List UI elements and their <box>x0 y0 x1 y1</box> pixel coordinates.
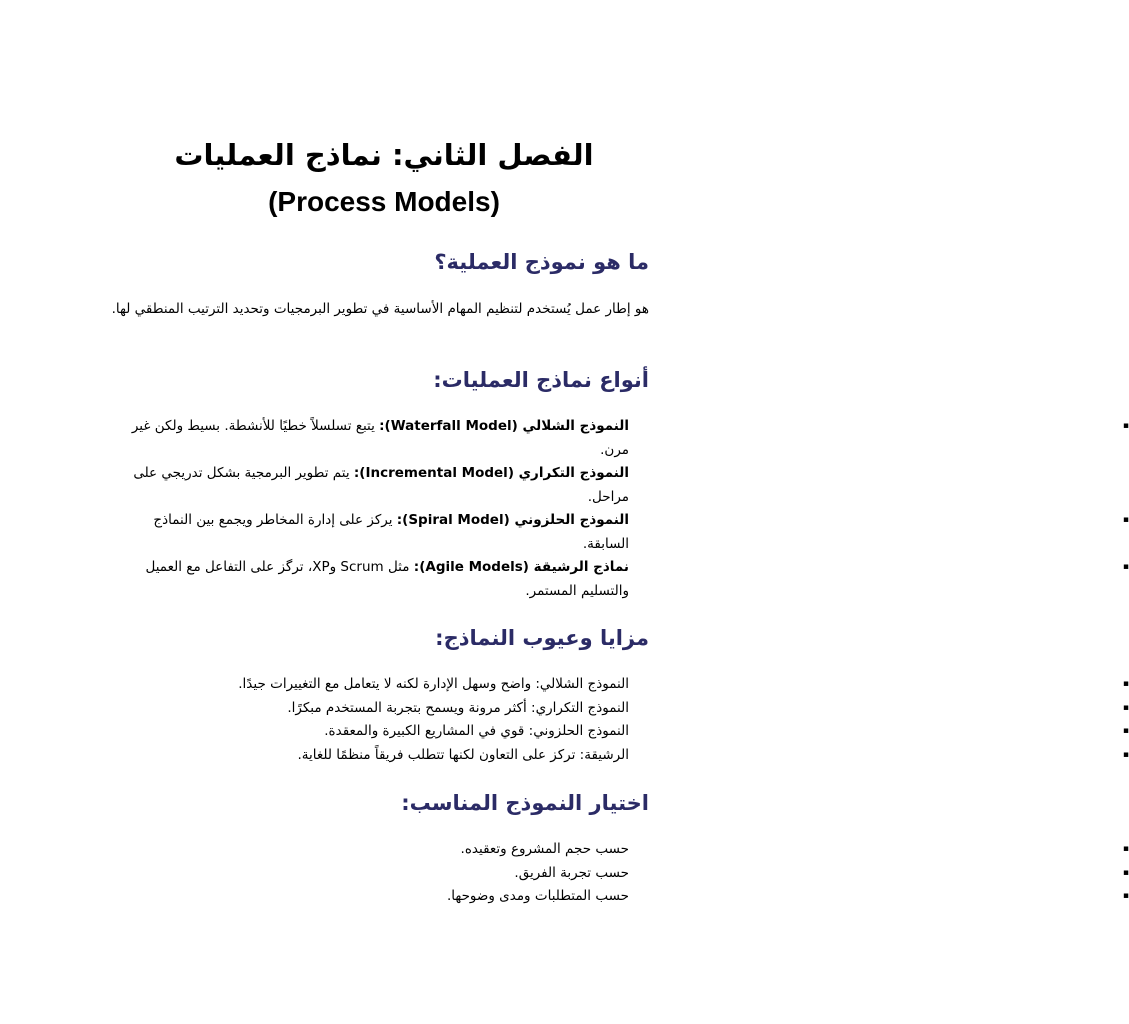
bullet-icon: ▪ <box>1122 749 1129 760</box>
list-item: ▪ الرشيقة: تركز على التعاون لكنها تتطلب فريقاً منظمًا للغاية. <box>129 744 629 768</box>
list-item-spiral <box>129 509 1129 556</box>
bullet-icon: ▪ <box>1122 844 1129 854</box>
model-name: النموذج الشلالي (Waterfall Model): <box>379 418 629 434</box>
list-item: ▪ حسب تجربة الفريق. <box>129 862 629 886</box>
heading-what-is: ما هو نموذج العملية؟ <box>434 250 649 274</box>
list-item: ▪ حسب حجم المشروع وتعقيده. <box>129 838 629 862</box>
choose-list <box>129 838 1129 909</box>
bullet-icon: ▪ <box>1122 515 1129 525</box>
bullet-icon: ▪ <box>1122 867 1129 878</box>
model-name: النموذج الحلزوني (Spiral Model): <box>396 512 629 528</box>
list-item: ▪ حسب المتطلبات ومدى وضوحها. <box>129 885 629 909</box>
model-desc: يتبع تسلسلاً خطيًا للأنشطة. بسيط ولكن غير مرن. <box>131 418 629 458</box>
model-desc: يتم تطوير البرمجية بشكل تدريجي على مراحل. <box>133 465 629 505</box>
list-item: ▪ النموذج التكراري: أكثر مرونة ويسمح بتجربة المستخدم مبكرًا. <box>129 697 629 721</box>
model-desc: يركز على إدارة المخاطر ويجمع بين النماذج السابقة. <box>153 512 629 552</box>
model-name: النموذج التكراري (Incremental Model): <box>353 465 629 481</box>
types-list <box>129 415 1129 603</box>
model-desc: مثل Scrum وXP، ترگز على التفاعل مع العميل والتسليم المستمر. <box>145 559 629 599</box>
pros-cons-list <box>129 673 1129 767</box>
list-item: ▪ النموذج الشلالي: واضح وسهل الإدارة لكنه لا يتعامل مع التغييرات جيدًا. <box>129 673 629 697</box>
page-title: الفصل الثاني: نماذج العمليات <box>174 138 594 172</box>
list-item-waterfall <box>129 415 1129 462</box>
bullet-icon: ▪ <box>1122 726 1129 736</box>
heading-pros-cons: مزايا وعيوب النماذج: <box>435 626 649 650</box>
heading-choose: اختيار النموذج المناسب: <box>401 791 649 815</box>
list-item: ▪ النموذج الحلزوني: قوي في المشاريع الكبيرة والمعقدة. <box>129 720 629 744</box>
bullet-icon: ▪ <box>1122 891 1129 901</box>
list-item-agile <box>129 556 1129 603</box>
bullet-icon: ▪ <box>1122 562 1129 572</box>
bullet-icon: ▪ <box>1122 421 1129 431</box>
page-subtitle: (Process Models) <box>268 186 500 217</box>
heading-types: أنواع نماذج العمليات: <box>433 368 649 392</box>
model-name: نماذج الرشيقة (Agile Models): <box>413 559 629 575</box>
bullet-icon: ▪ <box>1122 702 1129 713</box>
bullet-icon: ▪ <box>1122 679 1129 689</box>
list-item-incremental <box>129 462 629 509</box>
definition-paragraph: هو إطار عمل يُستخدم لتنظيم المهام الأساسية في تطوير البرمجيات وتحديد الترتيب المنطقي لها. <box>111 301 649 317</box>
